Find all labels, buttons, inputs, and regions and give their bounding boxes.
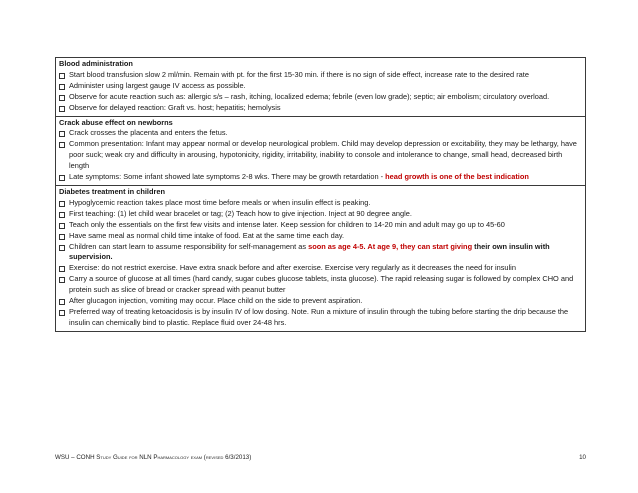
checkbox-bullet-icon: [59, 131, 65, 137]
checkbox-bullet-icon: [59, 299, 65, 305]
item-text: Observe for delayed reaction: Graft vs. host; hepatitis; hemolysis: [69, 102, 281, 112]
list-item: [59, 209, 582, 220]
checkbox-bullet-icon: [59, 142, 65, 148]
item-text: Have same meal as normal child time intake of food. Eat at the same time each day.: [69, 230, 345, 240]
list-item: [59, 198, 582, 209]
list-item: [59, 296, 582, 307]
item-text: Start blood transfusion slow 2 ml/min. Remain with pt. for the first 15-30 min. if there is no sign of side effect, increase rate to the desired rate: [69, 69, 529, 79]
section-cell: [56, 185, 586, 331]
list-item: [59, 103, 582, 114]
list-item: [59, 139, 582, 172]
item-text: Late symptoms: Some infant showed late symptoms 2-8 wks. There may be growth retardation -: [69, 172, 386, 182]
item-text: Administer using largest gauge IV access as possible.: [69, 80, 246, 90]
section-title: Diabetes treatment in children: [59, 186, 165, 196]
section-title: Blood administration: [59, 59, 133, 68]
item-text: Children can start learn to assume responsibility for self-management as: [69, 241, 309, 251]
highlighted-text: soon as age 4-5. At age 9, they can start giving: [308, 241, 473, 251]
checkbox-bullet-icon: [59, 95, 65, 101]
checkbox-bullet-icon: [59, 106, 65, 112]
checkbox-bullet-icon: [59, 175, 65, 181]
section-row: [56, 58, 586, 117]
list-item: [59, 92, 582, 103]
checkbox-bullet-icon: [59, 73, 65, 79]
list-item: [59, 274, 582, 296]
section-title: Crack abuse effect on newborns: [59, 117, 173, 127]
item-text: After glucagon injection, vomiting may occur. Place child on the side to prevent aspiration.: [69, 296, 363, 306]
checkbox-bullet-icon: [59, 234, 65, 240]
item-text: Hypoglycemic reaction takes place most time before meals or when insulin effect is peaking.: [69, 197, 371, 207]
item-text: Preferred way of treating ketoacidosis is by insulin IV of low dosing. Note. Run a mixture of insulin through the tubing before starting the drip because the insulin can chemically bind to plastic. Replace fluid over 24-48 hrs.: [69, 306, 569, 327]
item-text: First teaching: (1) let child wear bracelet or tag; (2) Teach how to give injection. Inject at 90 degree angle.: [69, 208, 412, 218]
highlighted-text: head growth is one of the best indication: [385, 172, 529, 182]
section-cell: [56, 116, 586, 185]
study-guide-table: [55, 57, 586, 332]
page-number: 10: [579, 454, 586, 461]
checkbox-bullet-icon: [59, 310, 65, 316]
list-item: [59, 172, 582, 183]
list-item: [59, 307, 582, 329]
section-cell: [56, 58, 586, 117]
list-item: [59, 220, 582, 231]
checkbox-bullet-icon: [59, 245, 65, 251]
footer-title: WSU – CONH Study Guide for NLN Pharmacology exam (revised 6/3/2013): [55, 454, 252, 461]
checkbox-bullet-icon: [59, 84, 65, 90]
checkbox-bullet-icon: [59, 223, 65, 229]
list-item: [59, 128, 582, 139]
list-item: [59, 231, 582, 242]
item-text: Teach only the essentials on the first few visits and intense later. Keep session for children to 14-20 min and adult may go up to 45-60: [69, 219, 505, 229]
bullet-list: [59, 70, 582, 114]
page-footer: [55, 454, 586, 461]
list-item: [59, 81, 582, 92]
checkbox-bullet-icon: [59, 212, 65, 218]
item-text: Common presentation: Infant may appear normal or develop neurological problem. Child may develop depression or excitability, they may be lethargy, have poor suck; weak cry and difficulty in arousing, hypotonicity, rigidity, irritability, inability to console and intolerance to change, small head, decreased birth length: [69, 139, 577, 171]
checkbox-bullet-icon: [59, 277, 65, 283]
item-text: Crack crosses the placenta and enters the fetus.: [69, 128, 228, 138]
checkbox-bullet-icon: [59, 201, 65, 207]
list-item: [59, 263, 582, 274]
section-row: [56, 116, 586, 185]
section-row: [56, 185, 586, 331]
list-item: [59, 70, 582, 81]
item-text: Carry a source of glucose at all times (hard candy, sugar cubes glucose tablets, insta glucose). The rapid releasing sugar is followed by complex CHO and protein such as slice of bread or cracker spread with peanut butter: [69, 274, 574, 295]
item-text: Observe for acute reaction such as: allergic s/s – rash, itching, localized edema; febrile (even low grade); septic; air embolism; circulatory overload.: [69, 91, 550, 101]
bullet-list: [59, 128, 582, 183]
item-text-continued: their own insulin with supervision.: [69, 241, 550, 262]
bullet-list: [59, 198, 582, 329]
list-item: [59, 242, 582, 264]
item-text: Exercise: do not restrict exercise. Have extra snack before and after exercise. Exercise very regularly as it decreases the need for insulin: [69, 263, 516, 273]
checkbox-bullet-icon: [59, 266, 65, 272]
